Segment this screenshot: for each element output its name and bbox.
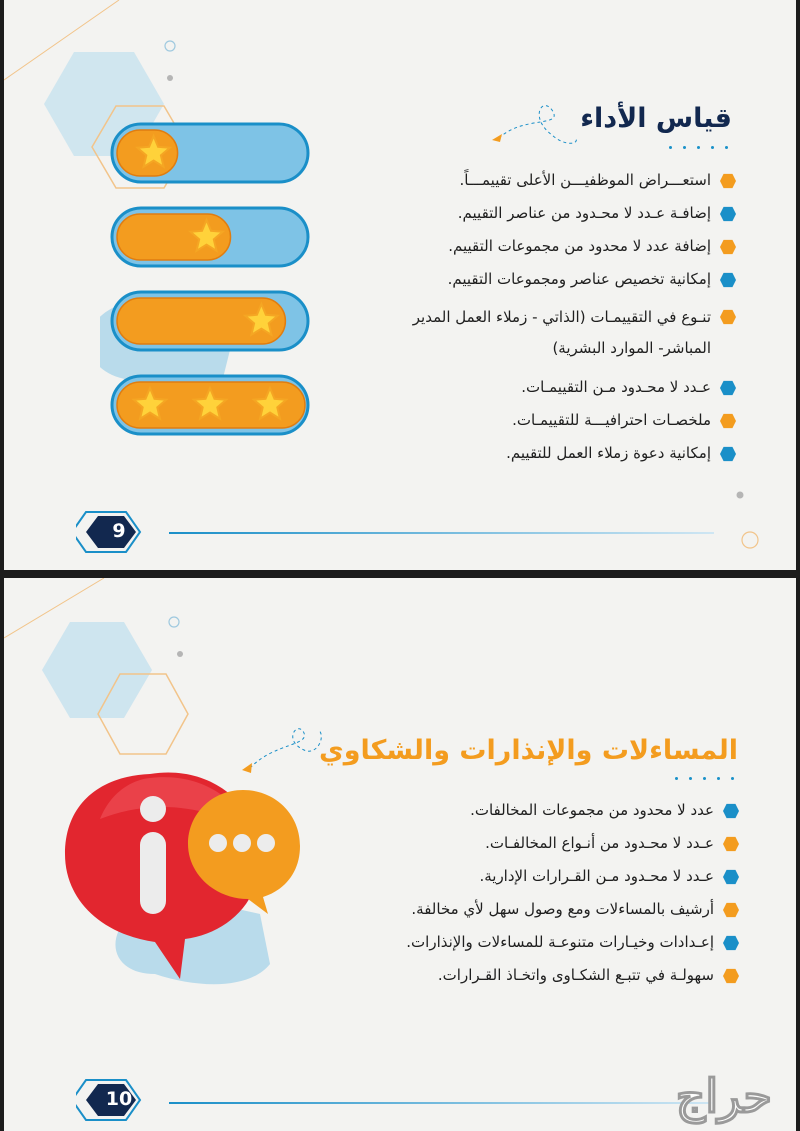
slide-page-9	[4, 0, 796, 570]
list-item: عـدد لا محـدود من أنـواع المخالفـات.	[304, 833, 744, 853]
hexagon-bullet-icon	[719, 309, 737, 325]
list-item: عـدد لا محـدود مـن التقييمـات.	[341, 377, 741, 397]
hexagon-bullet-icon	[722, 968, 740, 984]
list-item: إمكانية تخصيص عناصر ومجموعات التقييم.	[341, 269, 741, 289]
list-item: إعـدادات وخيـارات متنوعـة للمساءلات والإنذارات.	[304, 932, 744, 952]
list-item: إضافـة عـدد لا محـدود من عناصر التقييم.	[341, 203, 741, 223]
rating-bars-illustration	[100, 110, 360, 450]
page-number: 9	[112, 520, 126, 542]
hexagon-bullet-icon	[719, 413, 737, 429]
title-underline-dots	[675, 777, 734, 781]
hexagon-bullet-icon	[722, 803, 740, 819]
footer-line	[169, 1102, 714, 1104]
page-number: 10	[105, 1088, 133, 1110]
footer-line	[169, 532, 714, 534]
info-icon	[140, 796, 166, 822]
hexagon-bullet-icon	[722, 869, 740, 885]
list-item: إمكانية دعوة زملاء العمل للتقييم.	[341, 443, 741, 463]
ellipsis-dot-icon	[209, 834, 227, 852]
list-item: أرشيف بالمساءلات ومع وصول سهل لأي مخالفة.	[304, 899, 744, 919]
hexagon-bullet-icon	[719, 173, 737, 189]
info-chat-illustration	[60, 764, 310, 994]
hexagon-bullet-icon	[719, 206, 737, 222]
hexagon-bullet-icon	[722, 935, 740, 951]
hexagon-bullet-icon	[719, 446, 737, 462]
list-item: استعـــراض الموظفيـــن الأعلى تقييمـــاً.	[341, 170, 741, 190]
ellipsis-dot-icon	[257, 834, 275, 852]
hexagon-bullet-icon	[719, 272, 737, 288]
feature-list	[341, 170, 741, 463]
slide-page-10	[4, 578, 796, 1131]
watermark-logo: حراج	[675, 1069, 772, 1123]
page-title: المساءلات والإنذارات والشكاوي	[318, 735, 738, 766]
hexagon-bullet-icon	[719, 239, 737, 255]
hexagon-bullet-icon	[719, 380, 737, 396]
list-item: ملخصـات احترافيـــة للتقييمـات.	[341, 410, 741, 430]
list-item: سهولـة في تتبـع الشكـاوى واتخـاذ القـرارات.	[304, 965, 744, 985]
hexagon-bullet-icon	[722, 902, 740, 918]
list-item: إضافة عدد لا محدود من مجموعات التقييم.	[341, 236, 741, 256]
hexagon-bullet-icon	[722, 836, 740, 852]
feature-list	[304, 800, 744, 985]
list-item: تنـوع في التقييمـات (الذاتي - زملاء العمل المدير المباشر- الموارد البشرية)	[366, 302, 741, 364]
list-item: عدد لا محدود من مجموعات المخالفات.	[304, 800, 744, 820]
ellipsis-dot-icon	[233, 834, 251, 852]
page-title: قياس الأداء	[580, 103, 732, 134]
title-underline-dots	[669, 146, 728, 150]
list-item: عـدد لا محـدود مـن القـرارات الإدارية.	[304, 866, 744, 886]
